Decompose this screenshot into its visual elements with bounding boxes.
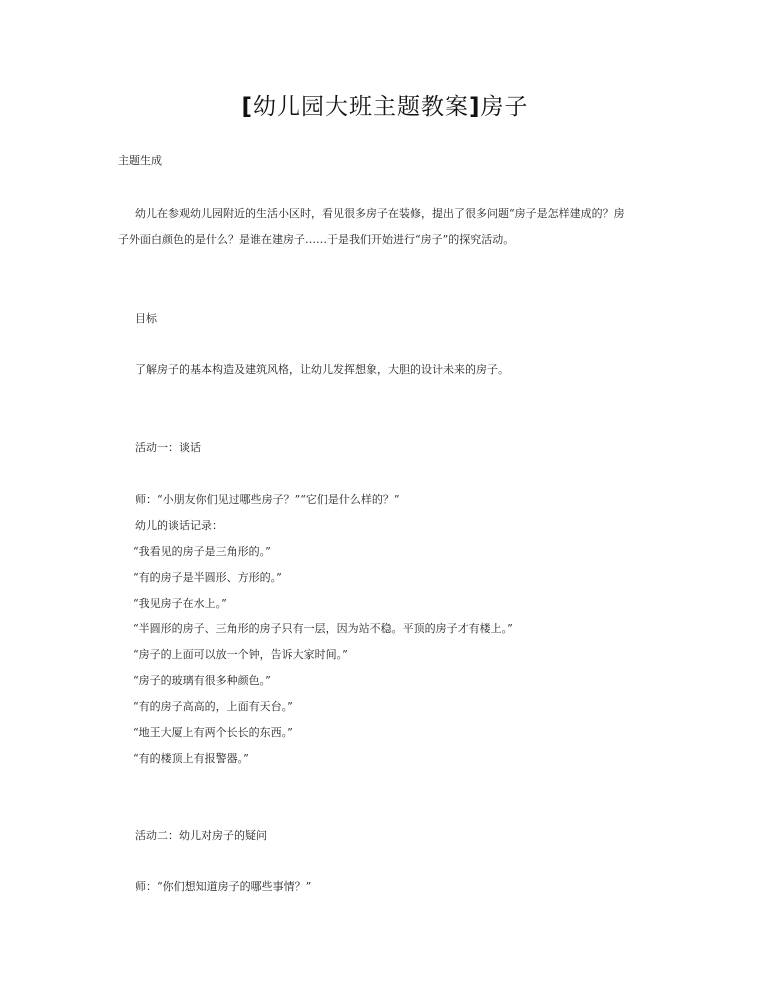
goal-text: 了解房子的基本构造及建筑风格，让幼儿发挥想象，大胆的设计未来的房子。: [135, 363, 509, 376]
child-quote: “有的房子高高的，上面有天台。”: [133, 700, 293, 713]
child-quote: “有的房子是半圆形、方形的。”: [133, 571, 282, 584]
title-close-bracket: ]: [469, 94, 481, 120]
child-quote: “我见房子在水上。”: [133, 597, 227, 610]
goal-heading: 目标: [135, 312, 157, 325]
title-tail: 房子: [480, 94, 529, 120]
activity2-heading: 活动二：幼儿对房子的疑问: [135, 829, 267, 842]
activity1-heading: 活动一：谈话: [135, 441, 201, 454]
teacher-question-2: 师：“你们想知道房子的哪些事情？”: [135, 880, 312, 893]
intro-paragraph-line2: 子外面白颜色的是什么？是谁在建房子……于是我们开始进行“房子”的探究活动。: [118, 233, 515, 246]
title-main: 幼儿园大班主题教案: [253, 94, 469, 120]
child-quote: “半圆形的房子、三角形的房子只有一层，因为站不稳。平顶的房子才有楼上。”: [133, 622, 513, 635]
intro-heading: 主题生成: [118, 154, 162, 167]
intro-paragraph-line1: 幼儿在参观幼儿园附近的生活小区时，看见很多房子在装修，提出了很多问题“房子是怎样建成的？房: [135, 207, 625, 220]
title-open-bracket: [: [241, 94, 253, 120]
child-quote: “房子的上面可以放一个钟，告诉大家时间。”: [133, 648, 348, 661]
child-quote: “房子的玻璃有很多种颜色。”: [133, 674, 271, 687]
document-title: [0, 88, 770, 121]
teacher-question-1: 师：“小朋友你们见过哪些房子？”“它们是什么样的？”: [135, 493, 400, 506]
children-record-label: 幼儿的谈话记录：: [135, 519, 223, 532]
child-quote: “我看见的房子是三角形的。”: [133, 545, 271, 558]
child-quote: “地王大厦上有两个长长的东西。”: [133, 726, 293, 739]
child-quote: “有的楼顶上有报警器。”: [133, 752, 249, 765]
